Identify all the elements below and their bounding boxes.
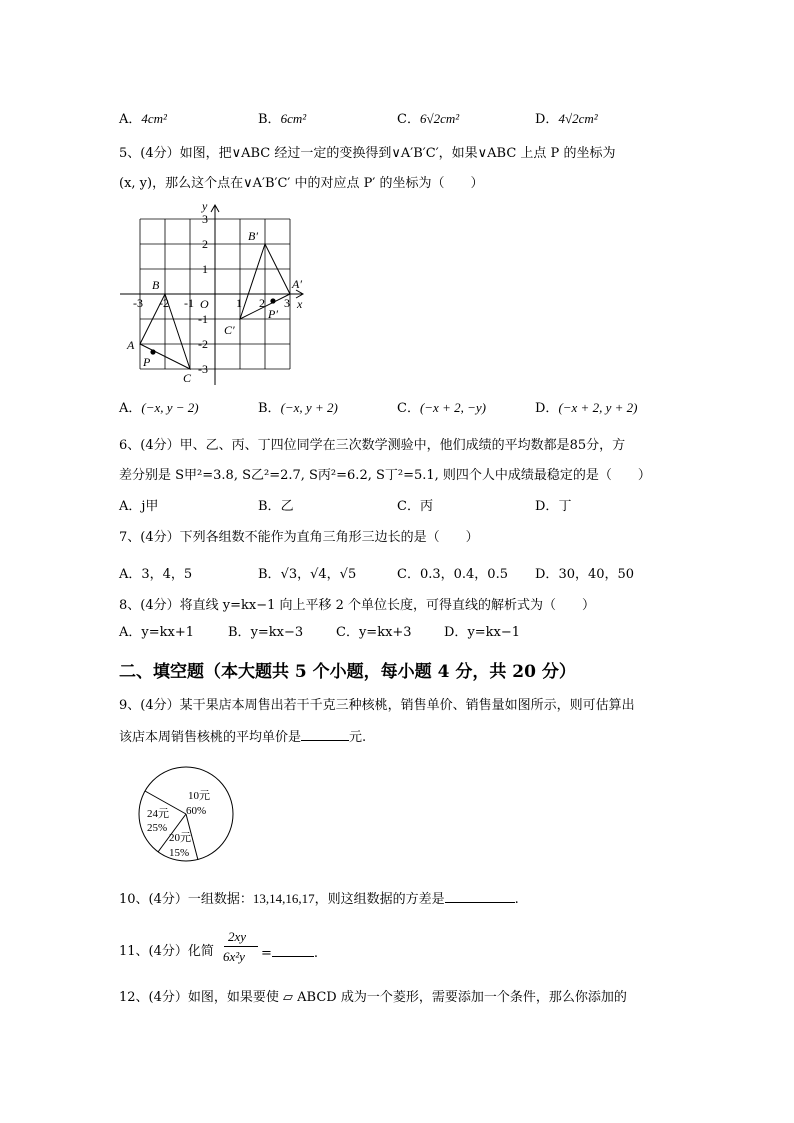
option-letter: D． bbox=[535, 112, 559, 127]
q9-unit-text: 元. bbox=[349, 730, 367, 745]
option-value: (−x + 2, y + 2) bbox=[558, 400, 638, 415]
label-p-prime: P′ bbox=[268, 307, 278, 321]
q10-data: 13,14,16,17 bbox=[252, 891, 315, 906]
slice-label-10-percent: 60% bbox=[186, 805, 207, 817]
q10-text-2: ，则这组数据的方差是 bbox=[314, 892, 445, 907]
q4-option-d bbox=[535, 111, 598, 128]
option-letter: C． bbox=[336, 625, 359, 640]
slice-label-10-price: 10元 bbox=[188, 790, 210, 802]
option-value: 30，40，50 bbox=[558, 567, 635, 582]
fraction-bar bbox=[224, 946, 258, 947]
label-c-prime: C′ bbox=[224, 323, 235, 337]
label-p: P bbox=[143, 355, 151, 369]
q5-option-b bbox=[258, 400, 338, 417]
slice-label-20-percent: 15% bbox=[169, 847, 190, 859]
q7-option-a bbox=[119, 567, 192, 583]
q4-option-b bbox=[258, 111, 306, 128]
option-value: 3，4，5 bbox=[141, 567, 193, 582]
option-value: 0.3，0.4，0.5 bbox=[419, 567, 508, 582]
option-value: y=kx+1 bbox=[141, 625, 194, 640]
q7-option-b bbox=[258, 567, 356, 583]
y-tick-2: 2 bbox=[202, 237, 208, 251]
y-tick-neg1: -1 bbox=[198, 312, 208, 326]
option-value: (−x, y − 2) bbox=[141, 400, 199, 415]
q5-option-a bbox=[119, 400, 199, 417]
y-tick-neg2: -2 bbox=[198, 337, 208, 351]
option-value: y=kx−3 bbox=[250, 625, 304, 640]
option-letter: B． bbox=[258, 567, 281, 582]
option-value: 丁 bbox=[558, 499, 572, 514]
option-value: 6√2cm² bbox=[419, 111, 460, 126]
q5-coordinate-graph bbox=[112, 200, 312, 390]
origin-label: O bbox=[200, 297, 209, 311]
fraction-denominator: 6x²y bbox=[223, 949, 245, 964]
point-p bbox=[150, 349, 155, 354]
option-letter: D． bbox=[535, 401, 559, 416]
q6-option-c bbox=[397, 499, 433, 515]
label-b-prime: B′ bbox=[248, 229, 258, 243]
option-letter: D． bbox=[535, 567, 559, 582]
x-tick-2: 2 bbox=[259, 296, 265, 310]
option-letter: A． bbox=[119, 401, 142, 416]
q10-text: 10、(4分）一组数据： bbox=[119, 892, 253, 907]
option-letter: A． bbox=[119, 499, 142, 514]
q5-stem-line2: (x, y)，那么这个点在∨A′B′C′ 中的对应点 P′ 的坐标为（ ） bbox=[119, 176, 484, 191]
equals-sign: = bbox=[261, 946, 272, 961]
q8-option-b bbox=[228, 625, 303, 641]
q4-option-c bbox=[397, 111, 459, 128]
option-value: (−x + 2, −y) bbox=[419, 400, 486, 415]
x-tick-3: 3 bbox=[284, 296, 290, 310]
q5-option-d bbox=[535, 400, 637, 417]
slice-label-20-price: 20元 bbox=[169, 832, 191, 844]
q6-option-a bbox=[119, 499, 158, 515]
option-letter: B． bbox=[258, 499, 281, 514]
y-tick-3: 3 bbox=[202, 212, 208, 226]
option-letter: A． bbox=[119, 567, 142, 582]
q7-option-c bbox=[397, 567, 508, 583]
q9-stem-line2 bbox=[119, 728, 366, 746]
y-tick-1: 1 bbox=[202, 262, 208, 276]
label-a-prime: A′ bbox=[292, 277, 302, 291]
q7-option-d bbox=[535, 567, 634, 583]
label-a: A bbox=[127, 338, 135, 352]
x-tick-1: 1 bbox=[236, 296, 242, 310]
section-title: 二、填空题（本大题共 5 个小题，每小题 4 分，共 20 分） bbox=[119, 662, 576, 682]
q4-option-a bbox=[119, 111, 167, 128]
y-tick-neg3: -3 bbox=[198, 362, 208, 376]
answer-blank bbox=[301, 728, 349, 741]
answer-blank bbox=[272, 944, 314, 957]
q6-option-d bbox=[535, 499, 571, 515]
q9-stem-text: 该店本周销售核桃的平均单价是 bbox=[119, 730, 302, 745]
option-letter: C． bbox=[397, 567, 420, 582]
q12-stem-line1: 12、(4分）如图，如果要使 ▱ ABCD 成为一个菱形，需要添加一个条件，那么你添加的 bbox=[119, 990, 627, 1005]
q11-stem-text: 11、(4分）化简 bbox=[119, 944, 214, 959]
slice-label-24-percent: 25% bbox=[147, 822, 168, 834]
q6-option-b bbox=[258, 499, 294, 515]
x-tick-neg3: -3 bbox=[133, 296, 143, 310]
option-letter: B． bbox=[258, 112, 281, 127]
q10-stem bbox=[119, 890, 519, 908]
option-letter: D． bbox=[535, 499, 559, 514]
option-value: 4√2cm² bbox=[558, 111, 598, 126]
q6-stem-line2: 差分别是 S甲²=3.8, S乙²=2.7, S丙²=6.2, S丁²=5.1, 则四个人中成绩最稳定的是（ ） bbox=[119, 468, 651, 483]
point-p-prime bbox=[270, 298, 275, 303]
option-letter: C． bbox=[397, 499, 420, 514]
option-value: 4cm² bbox=[141, 111, 167, 126]
q11-answer bbox=[261, 944, 318, 962]
option-value: j甲 bbox=[141, 499, 159, 514]
x-tick-neg1: -1 bbox=[184, 296, 194, 310]
q6-stem-line1: 6、(4分）甲、乙、丙、丁四位同学在三次数学测验中，他们成绩的平均数都是85分，方 bbox=[119, 438, 626, 453]
option-value: (−x, y + 2) bbox=[280, 400, 338, 415]
option-value: 乙 bbox=[280, 499, 294, 514]
q8-stem-line1: 8、(4分）将直线 y=kx−1 向上平移 2 个单位长度，可得直线的解析式为（ ） bbox=[119, 598, 596, 613]
label-b: B bbox=[152, 278, 160, 292]
x-axis-label: x bbox=[297, 297, 303, 311]
option-value: y=kx+3 bbox=[358, 625, 412, 640]
option-letter: D． bbox=[444, 625, 468, 640]
answer-blank bbox=[445, 890, 515, 903]
option-letter: C． bbox=[397, 401, 420, 416]
q9-pie-chart bbox=[136, 764, 236, 864]
y-axis-label: y bbox=[202, 200, 208, 213]
q9-stem-line1: 9、(4分）某干果店本周售出若干千克三种核桃，销售单价、销售量如图所示，则可估算出 bbox=[119, 698, 635, 713]
q8-option-c bbox=[336, 625, 412, 641]
option-value: √3，√4，√5 bbox=[280, 567, 357, 582]
q7-stem-line1: 7、(4分）下列各组数不能作为直角三角形三边长的是（ ） bbox=[119, 530, 479, 545]
slice-label-24-price: 24元 bbox=[147, 808, 169, 820]
option-value: y=kx−1 bbox=[467, 625, 521, 640]
option-value: 6cm² bbox=[280, 111, 307, 126]
q8-option-a bbox=[119, 625, 194, 641]
q10-end: . bbox=[514, 892, 519, 907]
option-letter: B． bbox=[258, 401, 281, 416]
option-letter: A． bbox=[119, 625, 142, 640]
q8-option-d bbox=[444, 625, 520, 641]
option-letter: C． bbox=[397, 112, 420, 127]
option-value: 丙 bbox=[419, 499, 433, 514]
option-letter: A． bbox=[119, 112, 142, 127]
x-tick-neg2: -2 bbox=[159, 296, 169, 310]
q5-option-c bbox=[397, 400, 486, 417]
fraction-numerator: 2xy bbox=[228, 929, 247, 944]
q5-stem-line1: 5、(4分）如图，把∨ABC 经过一定的变换得到∨A′B′C′，如果∨ABC 上点 P 的坐标为 bbox=[119, 146, 616, 161]
label-c: C bbox=[183, 371, 192, 385]
q11-end: . bbox=[313, 946, 319, 961]
option-letter: B． bbox=[228, 625, 251, 640]
